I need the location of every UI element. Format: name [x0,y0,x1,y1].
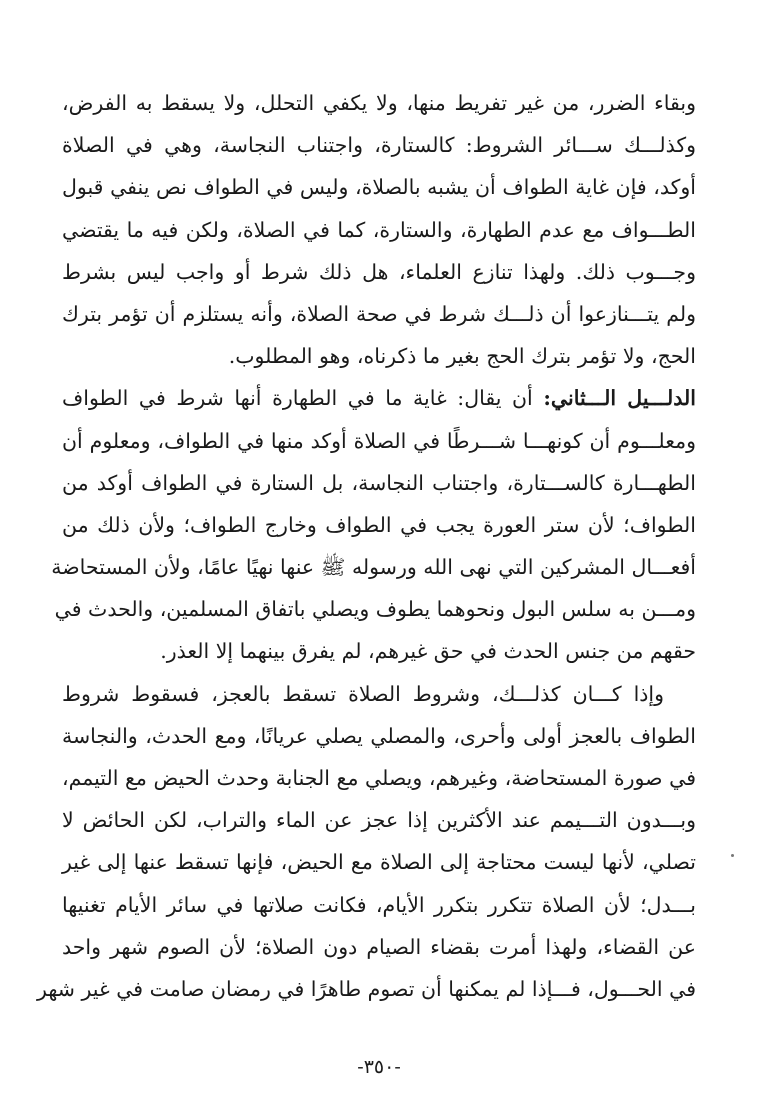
text-line: ومعلـــوم أن كونهـــا شـــرطًا في الصلاة أوكد منها في الطواف، ومعلوم أن [62,428,696,453]
text-line: في الحـــول، فـــإذا لم يمكنها أن تصوم طاهرًا في رمضان صامت في غير شهر [37,976,696,1001]
text-line: الطواف؛ لأن ستر العورة يجب في الطواف وخارج الطواف؛ ولأن ذلك من [62,512,696,537]
margin-dot [731,854,734,857]
body-text [37,82,696,1010]
text-line-with-heading [62,377,696,419]
text-line: وكذلـــك ســـائر الشروط: كالستارة، واجتناب النجاسة، وهي في الصلاة [62,133,696,158]
text-line: الحج، ولا تؤمر بترك الحج بغير ما ذكرناه، وهو المطلوب. [228,344,696,369]
text-run: أن يقال: غاية ما في الطهارة أنها شرط في الطواف [62,386,544,411]
text-line: ولم يتـــنازعوا أن ذلـــك شرط في صحة الصلاة، وأنه يستلزم أن تؤمر بترك [62,301,696,326]
text-line: الطهـــارة كالســـتارة، واجتناب النجاسة، بل الستارة في الطواف أوكد من [62,470,696,495]
text-line: الطواف بالعجز أولى وأحرى، والمصلي يصلي عريانًا، ومع الحدث، والنجاسة [62,723,696,748]
text-line: بـــدل؛ لأن الصلاة تتكرر بتكرر الأيام، فكانت صلاتها في سائر الأيام تغنيها [62,892,696,917]
text-line: عن القضاء، ولهذا أمرت بقضاء الصيام دون الصلاة؛ لأن الصوم شهر واحد [62,934,696,959]
text-line: وإذا كـــان كذلـــك، وشروط الصلاة تسقط بالعجز، فسقوط شروط [62,681,664,706]
section-heading: الدلـــيل الـــثاني: [543,386,696,411]
page-number: -٣٥٠- [357,1056,401,1078]
text-line: تصلي، لأنها ليست محتاجة إلى الصلاة مع الحيض، فإنها تسقط عنها إلى غير [62,850,696,875]
text-line: وجـــوب ذلك. ولهذا تنازع العلماء، هل ذلك شرط أو واجب ليس بشرط [62,259,696,284]
text-line: ومـــن به سلس البول ونحوهما يطوف ويصلي باتفاق المسلمين، والحدث في [54,597,696,622]
text-line: وبـــدون التـــيمم عند الأكثرين إذا عجز عن الماء والتراب، لكن الحائض لا [62,808,696,833]
text-line: حقهم من جنس الحدث في حق غيرهم، لم يفرق بينهما إلا العذر. [160,639,696,664]
text-line: الطـــواف مع عدم الطهارة، والستارة، كما في الصلاة، ولكن فيه ما يقتضي [62,217,696,242]
text-line: في صورة المستحاضة، وغيرهم، ويصلي مع الجنابة وحدث الحيض مع التيمم، [62,766,696,790]
text-line: وبقاء الضرر، من غير تفريط منها، ولا يكفي التحلل، ولا يسقط به الفرض، [62,91,696,115]
text-line: أوكد، فإن غاية الطواف أن يشبه بالصلاة، وليس في الطواف نص ينفي قبول [62,175,696,200]
text-line: أفعـــال المشركين التي نهى الله ورسوله ﷺ عنها نهيًا عامًا، ولأن المستحاضة [51,555,696,580]
